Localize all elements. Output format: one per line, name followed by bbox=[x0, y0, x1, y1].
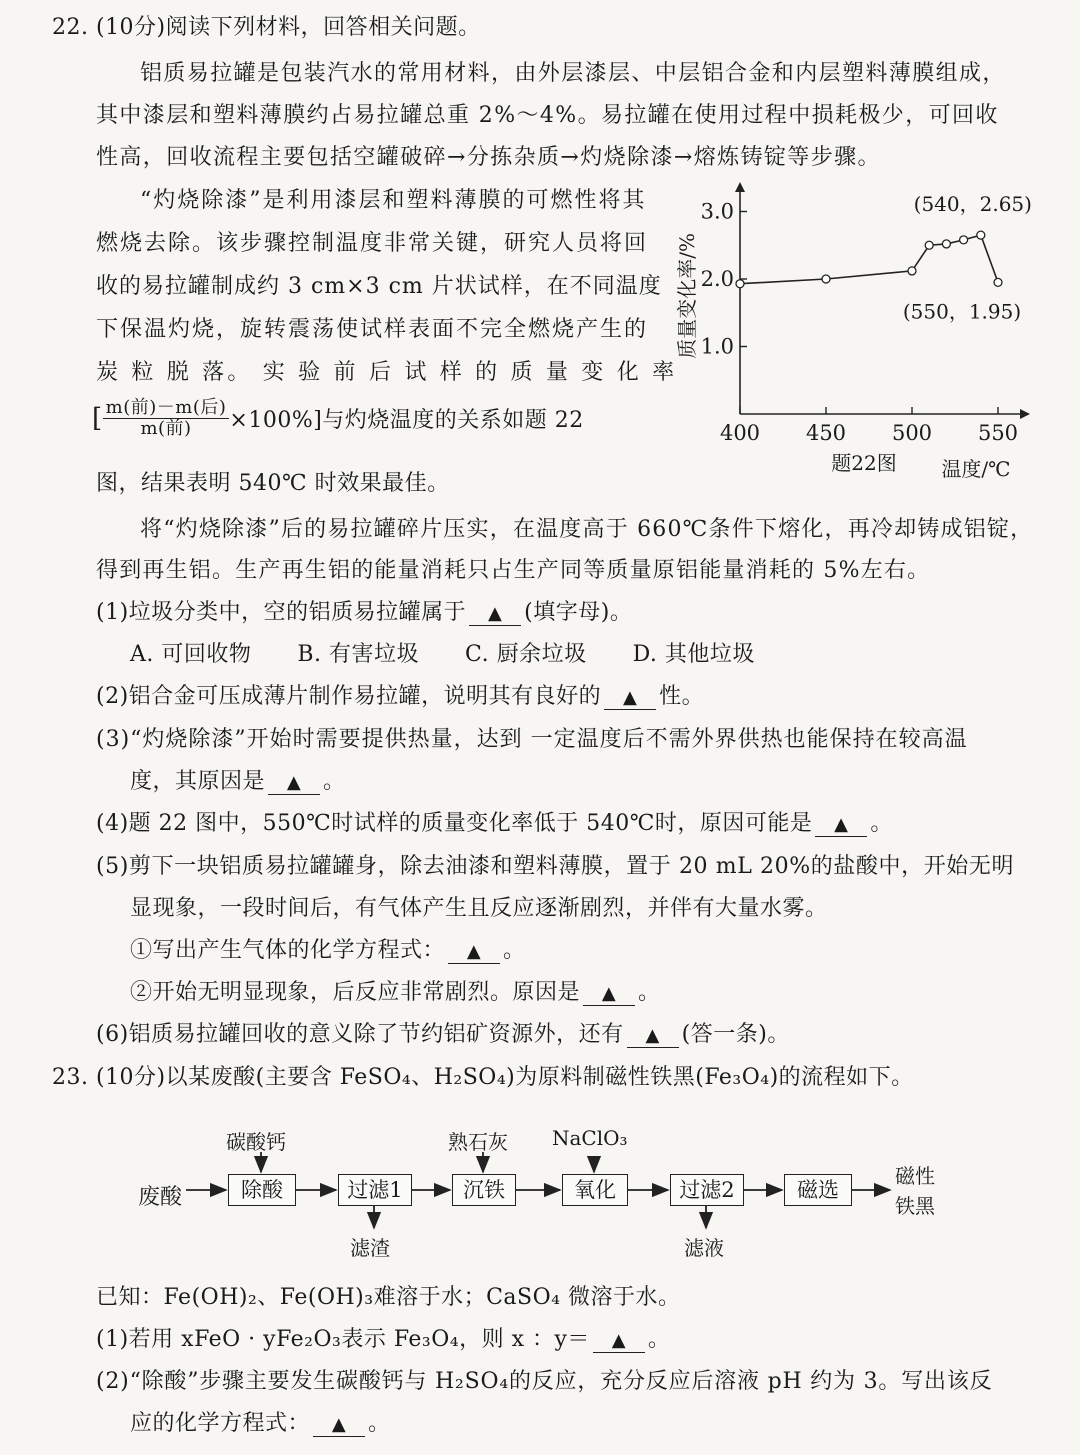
flow-end-line-1: 磁性 bbox=[895, 1164, 935, 1188]
option-a[interactable]: A. 可回收物 bbox=[130, 642, 252, 667]
q23-header: 23. (10分)以某废酸(主要含 FeSO₄、H₂SO₄)为原料制磁性铁黑(Fe₃O₄)的流程如下。 bbox=[52, 1065, 914, 1090]
answer-blank-4[interactable]: ▲ bbox=[815, 814, 867, 837]
q22-sub-5-line-2: 显现象，一段时间后，有气体产生且反应逐渐剧烈，并伴有大量水雾。 bbox=[130, 896, 828, 921]
x-axis-label: 温度/℃ bbox=[941, 457, 1011, 481]
y-tick-label: 1.0 bbox=[700, 334, 734, 359]
y-tick-label: 2.0 bbox=[700, 267, 734, 291]
flow-step-filter-2: 过滤2 bbox=[670, 1174, 744, 1206]
q22-sub-5b: ②开始无明显现象，后反应非常剧烈。原因是 ▲ 。 bbox=[130, 980, 661, 1005]
input-slaked-lime: 熟石灰 bbox=[448, 1130, 508, 1154]
answer-blank-1[interactable]: ▲ bbox=[469, 603, 521, 626]
flow-step-precipitate-iron: 沉铁 bbox=[452, 1174, 516, 1206]
answer-blank-6[interactable]: ▲ bbox=[627, 1025, 679, 1048]
q22-paragraph-1-line-3: 性高，回收流程主要包括空罐破碎→分拣杂质→灼烧除漆→熔炼铸锭等步骤。 bbox=[96, 145, 881, 170]
x-tick-label: 550 bbox=[977, 421, 1019, 445]
q22-sub-4: (4)题 22 图中，550℃时试样的质量变化率低于 540℃时，原因可能是 ▲ 。 bbox=[96, 811, 893, 836]
x-tick-label: 400 bbox=[719, 421, 761, 445]
option-c[interactable]: C. 厨余垃圾 bbox=[465, 642, 587, 667]
answer-blank-5b[interactable]: ▲ bbox=[583, 983, 635, 1006]
q23-sub-2-line-1: (2)“除酸”步骤主要发生碳酸钙与 H₂SO₄的反应，充分反应后溶液 pH 约为 3。写出该反 bbox=[96, 1369, 993, 1394]
q22-paragraph-2-line-3: 收的易拉罐制成约 3 cm×3 cm 片状试样，在不同温度 bbox=[96, 274, 662, 299]
q22-paragraph-2-line-1: “灼烧除漆”是利用漆层和塑料薄膜的可燃性将其 bbox=[140, 188, 647, 213]
answer-blank-2[interactable]: ▲ bbox=[604, 687, 656, 710]
flow-step-magnetic-separation: 磁选 bbox=[784, 1174, 852, 1206]
flow-start-waste-acid: 废酸 bbox=[138, 1185, 183, 1210]
chart-caption: 题22图 bbox=[831, 451, 897, 475]
mass-change-formula: [ $\frac{\text{m(前)－m(后)}}{\text{m(前)}}$ ×100%]与灼烧温度的关系如题 22 bbox=[92, 397, 584, 439]
q22-sub-1: (1)垃圾分类中，空的铝质易拉罐属于 ▲ (填字母)。 bbox=[96, 600, 633, 625]
output-filter-residue: 滤渣 bbox=[350, 1236, 390, 1260]
q22-paragraph-2-line-2: 燃烧去除。该步骤控制温度非常关键，研究人员将回 bbox=[96, 231, 649, 256]
output-filtrate: 滤液 bbox=[684, 1236, 724, 1260]
annotation-drop: (550，1.95) bbox=[902, 299, 1022, 324]
x-tick-label: 500 bbox=[891, 421, 933, 445]
q22-header: 22. (10分)阅读下列材料，回答相关问题。 bbox=[52, 15, 481, 40]
flow-step-filter-1: 过滤1 bbox=[338, 1174, 412, 1206]
flow-end-line-2: 铁黑 bbox=[895, 1194, 935, 1218]
q22-paragraph-1-line-1: 铝质易拉罐是包装汽水的常用材料，由外层漆层、中层铝合金和内层塑料薄膜组成， bbox=[140, 61, 1006, 86]
y-tick-label: 3.0 bbox=[700, 199, 734, 224]
q22-sub-2: (2)铝合金可压成薄片制作易拉罐，说明其有良好的 ▲ 性。 bbox=[96, 684, 705, 709]
formula-denominator: m(前) bbox=[140, 418, 192, 439]
q22-sub-3-line-2: 度，其原因是 ▲ 。 bbox=[130, 769, 346, 794]
answer-blank-23-2[interactable]: ▲ bbox=[313, 1414, 365, 1437]
q23-sub-1: (1)若用 xFeO · yFe₂O₃表示 Fe₃O₄，则 x ：y＝ ▲ 。 bbox=[96, 1327, 671, 1352]
q22-paragraph-3-line-2: 得到再生铝。生产再生铝的能量消耗只占生产同等质量原铝能量消耗的 5%左右。 bbox=[96, 558, 931, 583]
input-sodium-chlorate: NaClO₃ bbox=[552, 1126, 628, 1150]
x-tick-label: 450 bbox=[805, 421, 847, 445]
q22-paragraph-2-line-5: 炭 粒 脱 落。 实 验 前 后 试 样 的 质 量 变 化 率 bbox=[96, 360, 678, 385]
q22-paragraph-2-end: 图，结果表明 540℃ 时效果最佳。 bbox=[96, 471, 450, 496]
answer-blank-3[interactable]: ▲ bbox=[268, 772, 320, 795]
annotation-peak: (540，2.65) bbox=[913, 192, 1032, 217]
q22-sub-5a: ①写出产生气体的化学方程式： ▲ 。 bbox=[130, 938, 526, 963]
formula-numerator: m(前)－m(后) bbox=[103, 398, 230, 419]
answer-blank-23-1[interactable]: ▲ bbox=[593, 1330, 645, 1353]
q22-sub-6: (6)铝质易拉罐回收的意义除了节约铝矿资源外，还有 ▲ (答一条)。 bbox=[96, 1022, 790, 1047]
q23-known-info: 已知：Fe(OH)₂、Fe(OH)₃难溶于水；CaSO₄ 微溶于水。 bbox=[96, 1285, 681, 1310]
q22-paragraph-1-line-2: 其中漆层和塑料薄膜约占易拉罐总重 2%～4%。易拉罐在使用过程中损耗极少，可回收 bbox=[96, 103, 999, 128]
formula-tail: ×100%]与灼烧温度的关系如题 22 bbox=[229, 408, 584, 433]
q22-sub-3-line-1: (3)“灼烧除漆”开始时需要提供热量，达到 一定温度后不需外界供热也能保持在较高温 bbox=[96, 727, 968, 752]
flow-step-remove-acid: 除酸 bbox=[228, 1174, 296, 1206]
answer-blank-5a[interactable]: ▲ bbox=[448, 941, 500, 964]
q22-paragraph-2-line-4: 下保温灼烧，旋转震荡使试样表面不完全燃烧产生的 bbox=[96, 317, 649, 342]
q22-paragraph-3-line-1: 将“灼烧除漆”后的易拉罐碎片压实，在温度高于 660℃条件下熔化，再冷却铸成铝锭， bbox=[140, 517, 1034, 542]
y-axis-label: 质量变化率/% bbox=[675, 233, 699, 359]
input-calcium-carbonate: 碳酸钙 bbox=[226, 1130, 286, 1154]
option-b[interactable]: B. 有害垃圾 bbox=[297, 642, 420, 667]
q23-sub-2-line-2: 应的化学方程式： ▲ 。 bbox=[130, 1411, 391, 1436]
flow-step-oxidize: 氧化 bbox=[562, 1174, 628, 1206]
option-d[interactable]: D. 其他垃圾 bbox=[632, 642, 755, 667]
q22-sub-5-line-1: (5)剪下一块铝质易拉罐罐身，除去油漆和塑料薄膜，置于 20 mL 20%的盐酸中，开始无明 bbox=[96, 854, 1015, 879]
